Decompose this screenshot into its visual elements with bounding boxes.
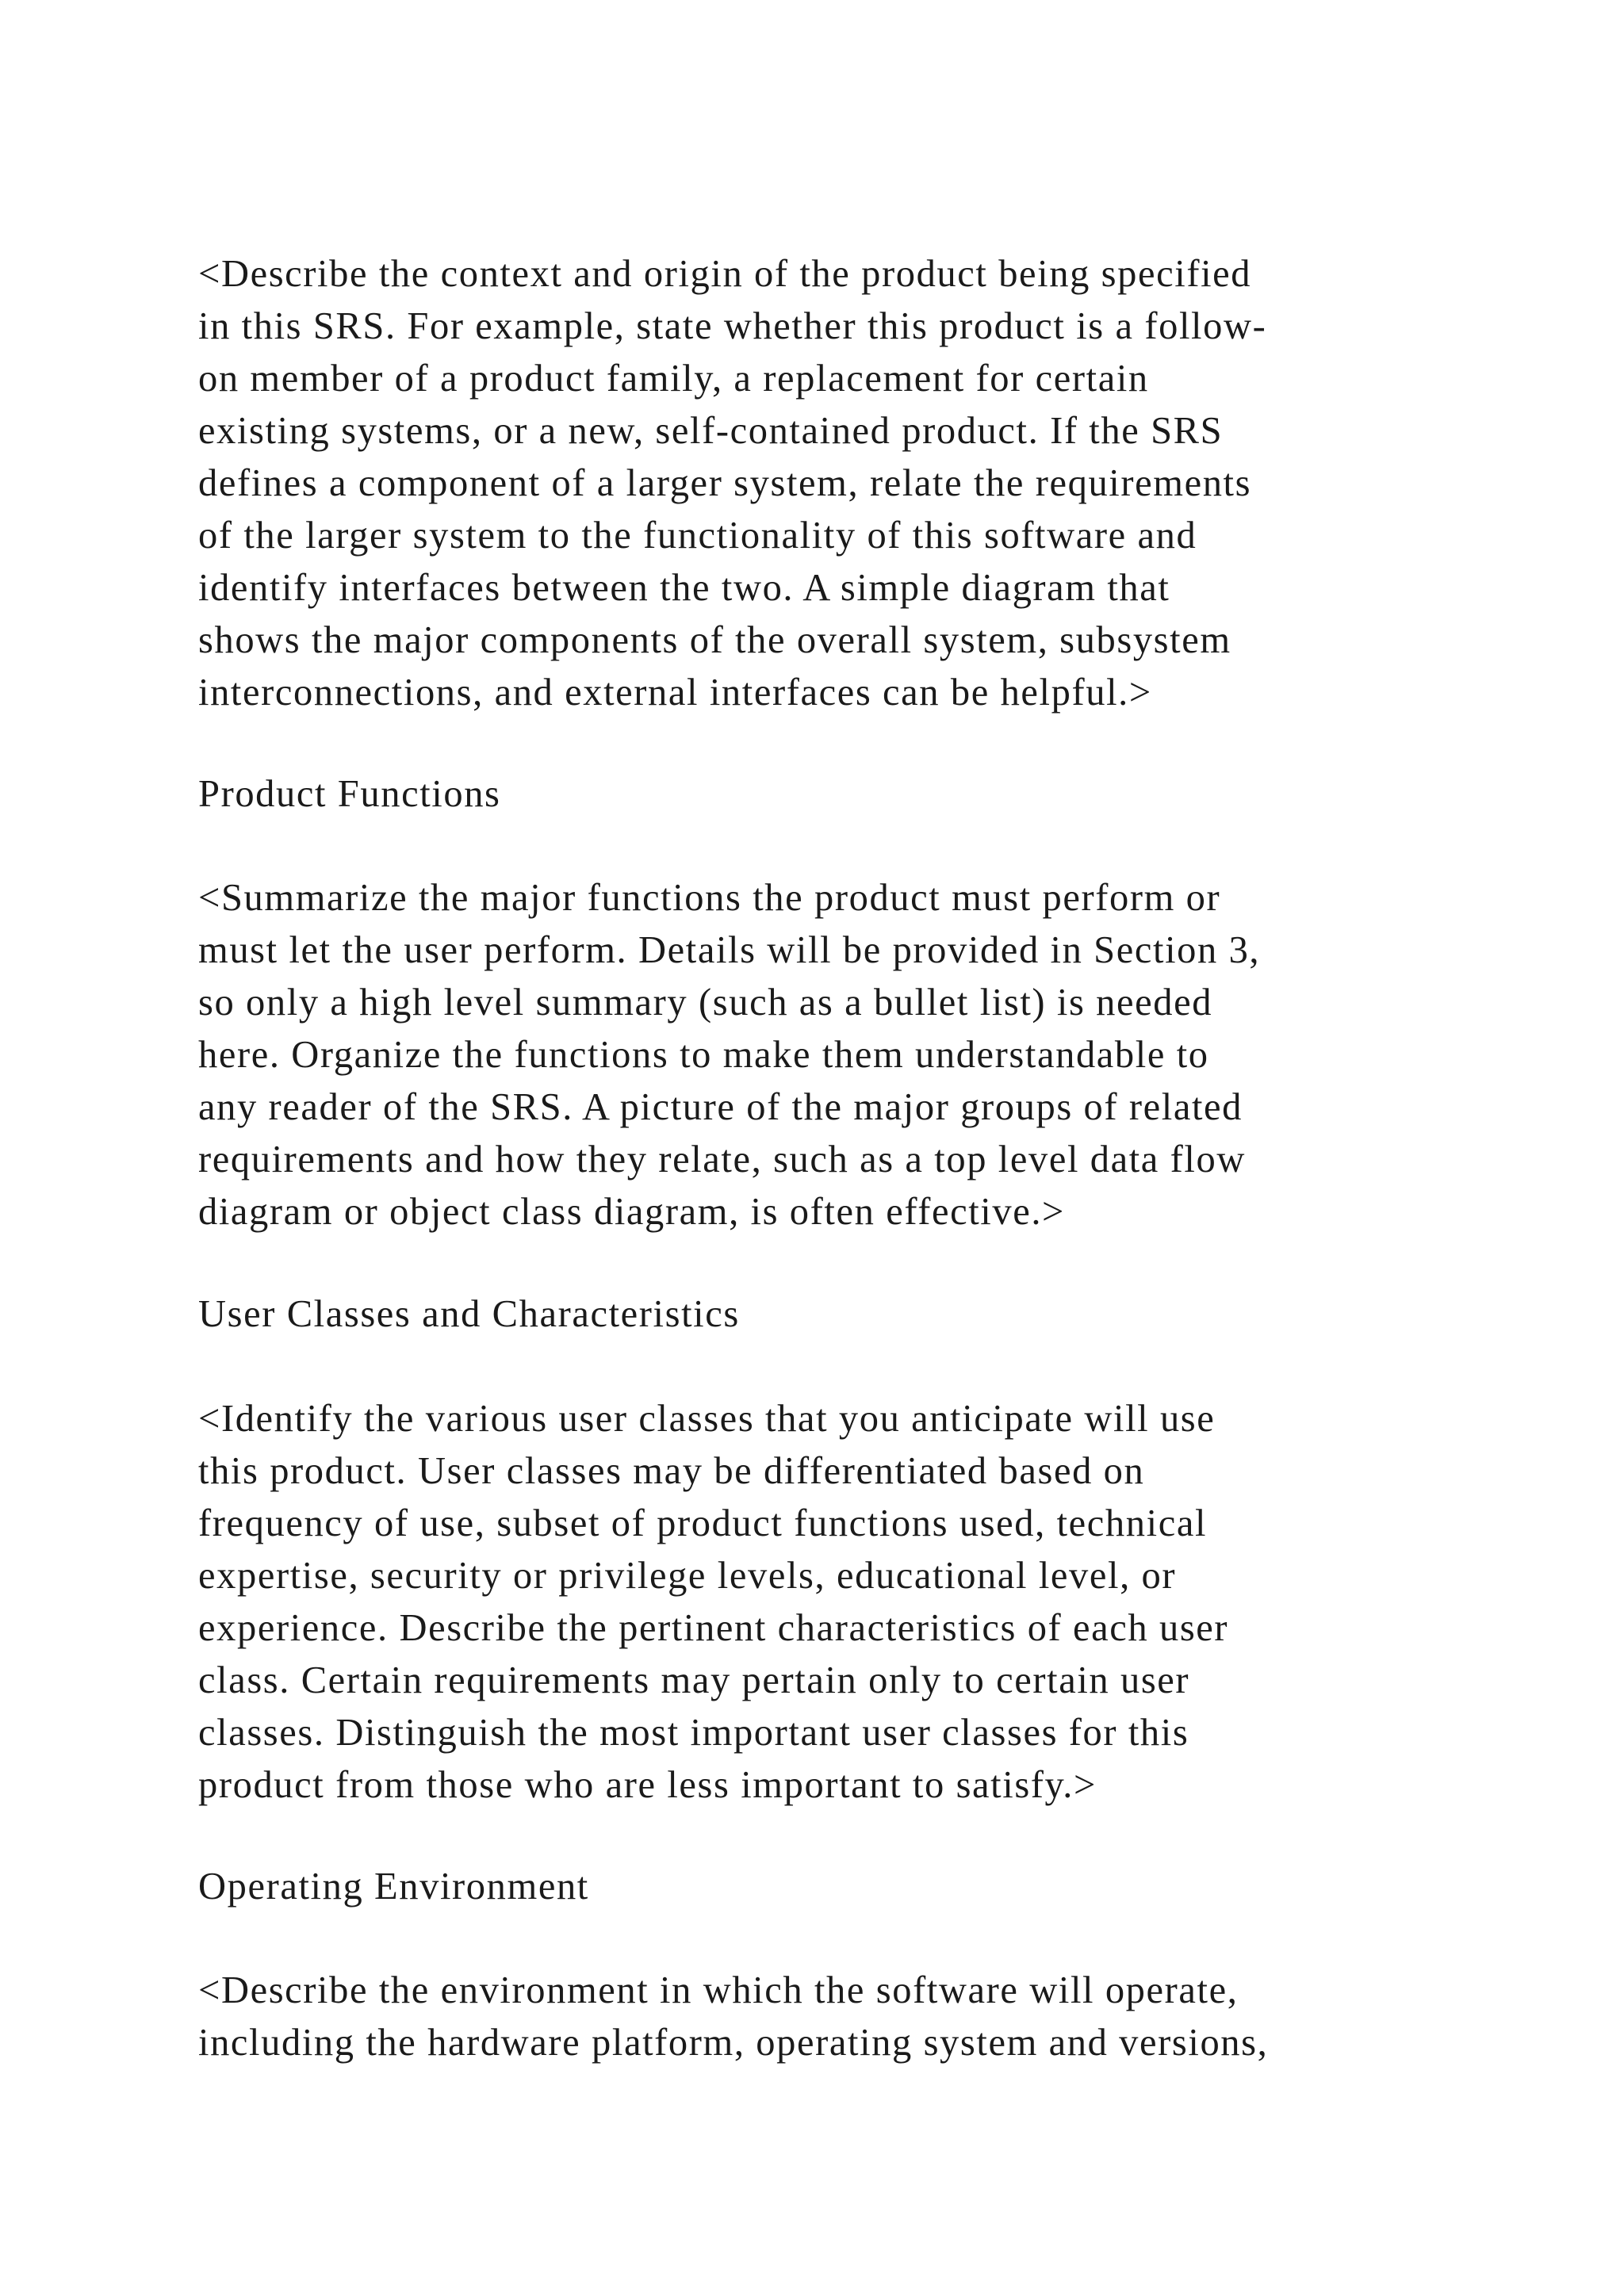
text-line: including the hardware platform, operating system and versions, bbox=[198, 2022, 1269, 2064]
text-line: requirements and how they relate, such as a top level data flow bbox=[198, 1138, 1246, 1181]
text-line: experience. Describe the pertinent characteristics of each user bbox=[198, 1607, 1229, 1649]
text-line: <Describe the context and origin of the product being specified bbox=[198, 253, 1252, 295]
text-line: <Summarize the major functions the product must perform or bbox=[198, 877, 1221, 919]
text-line: this product. User classes may be differentiated based on bbox=[198, 1450, 1145, 1492]
heading-user-classes: User Classes and Characteristics bbox=[198, 1293, 740, 1335]
text-line: <Identify the various user classes that you anticipate will use bbox=[198, 1398, 1216, 1440]
text-line: here. Organize the functions to make them understandable to bbox=[198, 1034, 1209, 1076]
text-line: in this SRS. For example, state whether this product is a follow- bbox=[198, 305, 1267, 347]
text-line: of the larger system to the functionality of this software and bbox=[198, 515, 1197, 557]
text-line: expertise, security or privilege levels, educational level, or bbox=[198, 1555, 1177, 1597]
text-line: interconnections, and external interfaces can be helpful.> bbox=[198, 672, 1152, 714]
text-line: must let the user perform. Details will be provided in Section 3, bbox=[198, 929, 1261, 971]
text-line: any reader of the SRS. A picture of the major groups of related bbox=[198, 1086, 1243, 1128]
text-line: product from those who are less important to satisfy.> bbox=[198, 1764, 1097, 1806]
text-line: existing systems, or a new, self-contained product. If the SRS bbox=[198, 410, 1224, 452]
text-line: on member of a product family, a replacement for certain bbox=[198, 358, 1149, 400]
text-line: shows the major components of the overall system, subsystem bbox=[198, 619, 1231, 661]
paragraph-product-functions bbox=[198, 872, 1483, 1238]
text-line: diagram or object class diagram, is often effective.> bbox=[198, 1191, 1065, 1233]
heading-operating-environment: Operating Environment bbox=[198, 1866, 589, 1908]
paragraph-context-origin bbox=[198, 248, 1483, 719]
text-line: identify interfaces between the two. A simple diagram that bbox=[198, 567, 1170, 609]
text-line: frequency of use, subset of product functions used, technical bbox=[198, 1502, 1208, 1544]
paragraph-user-classes bbox=[198, 1393, 1483, 1812]
text-line: defines a component of a larger system, relate the requirements bbox=[198, 462, 1252, 504]
paragraph-operating-environment bbox=[198, 1965, 1483, 2069]
text-line: classes. Distinguish the most important user classes for this bbox=[198, 1712, 1189, 1754]
text-line: so only a high level summary (such as a bullet list) is needed bbox=[198, 982, 1213, 1024]
text-line: class. Certain requirements may pertain only to certain user bbox=[198, 1659, 1190, 1701]
text-line: <Describe the environment in which the software will operate, bbox=[198, 1969, 1239, 2011]
heading-product-functions: Product Functions bbox=[198, 773, 501, 815]
